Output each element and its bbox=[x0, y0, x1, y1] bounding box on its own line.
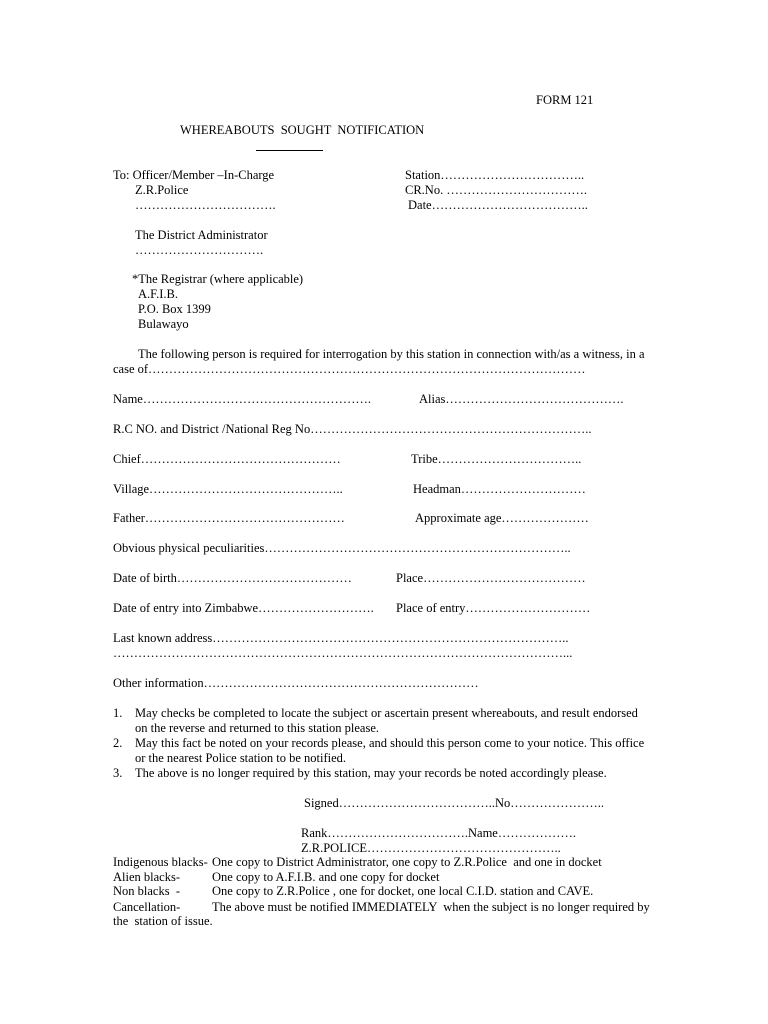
village-field: Village……………………………………….. bbox=[113, 482, 343, 496]
instruction-text-continued: on the reverse and returned to this station please. bbox=[135, 721, 380, 735]
approx-age-field: Approximate age………………… bbox=[415, 511, 589, 525]
distribution-text: The above must be notified IMMEDIATELY when the subject is no longer required by bbox=[212, 900, 650, 914]
district-admin-blank: …………………………. bbox=[135, 243, 264, 257]
registrar-afib: A.F.I.B. bbox=[138, 287, 178, 301]
last-address-field: Last known address………………………………………………………………………….. bbox=[113, 631, 569, 645]
registrar-city: Bulawayo bbox=[138, 317, 189, 331]
title-underline bbox=[256, 150, 323, 151]
station-field: Station…………………………….. bbox=[405, 168, 585, 182]
instruction-number: 3. bbox=[113, 766, 123, 780]
other-info-field: Other information………………………………………………………… bbox=[113, 676, 479, 690]
signed-line: Signed………………………………..No………………….. bbox=[304, 796, 604, 810]
instruction-text-continued: or the nearest Police station to be notified. bbox=[135, 751, 347, 765]
distribution-text: One copy to Z.R.Police , one for docket, one local C.I.D. station and CAVE. bbox=[212, 884, 594, 898]
distribution-label: Cancellation- bbox=[113, 900, 181, 914]
tribe-field: Tribe…………………………….. bbox=[411, 452, 582, 466]
intro-line-2: case of…………………………………………………………………………………………… bbox=[113, 362, 586, 376]
distribution-text: One copy to A.F.I.B. and one copy for docket bbox=[212, 870, 440, 884]
instruction-text: May this fact be noted on your records please, and should this person come to your notice. This office bbox=[135, 736, 645, 750]
zr-police-line: Z.R.POLICE……………………………………….. bbox=[301, 841, 561, 855]
headman-field: Headman………………………… bbox=[413, 482, 586, 496]
crno-field: CR.No. ……………………………. bbox=[405, 183, 587, 197]
distribution-label: Indigenous blacks- bbox=[113, 855, 208, 869]
place-entry-field: Place of entry………………………… bbox=[396, 601, 591, 615]
date-field: Date……………………………….. bbox=[408, 198, 588, 212]
to-officer-line: To: Officer/Member –In-Charge bbox=[113, 168, 275, 182]
district-admin-line: The District Administrator bbox=[135, 228, 268, 242]
last-address-continued: ………………………………………………………………………………………………... bbox=[113, 646, 573, 660]
distribution-text: One copy to District Administrator, one copy to Z.R.Police and one in docket bbox=[212, 855, 602, 869]
rc-no-field: R.C NO. and District /National Reg No………………………………………………………….. bbox=[113, 422, 592, 436]
instruction-text: May checks be completed to locate the subject or ascertain present whereabouts, and result endorsed bbox=[135, 706, 638, 720]
name-field: Name………………………………………………. bbox=[113, 392, 371, 406]
father-field: Father………………………………………… bbox=[113, 511, 345, 525]
form-number: FORM 121 bbox=[536, 93, 594, 107]
place-field: Place………………………………… bbox=[396, 571, 586, 585]
instruction-number: 1. bbox=[113, 706, 123, 720]
date-entry-field: Date of entry into Zimbabwe………………………. bbox=[113, 601, 374, 615]
alias-field: Alias……………………………………. bbox=[419, 392, 624, 406]
distribution-label: Alien blacks- bbox=[113, 870, 180, 884]
instruction-text: The above is no longer required by this station, may your records be noted accordingly please. bbox=[135, 766, 607, 780]
rank-name-line: Rank…………………………….Name………………. bbox=[301, 826, 576, 840]
chief-field: Chief………………………………………… bbox=[113, 452, 341, 466]
peculiarities-field: Obvious physical peculiarities……………………………………………………………….. bbox=[113, 541, 571, 555]
instruction-number: 2. bbox=[113, 736, 123, 750]
intro-line-1: The following person is required for interrogation by this station in connection with/as a witness, in a bbox=[138, 347, 645, 361]
dob-field: Date of birth…………………………………… bbox=[113, 571, 352, 585]
distribution-label: Non blacks - bbox=[113, 884, 180, 898]
to-blank-line: ……………………………. bbox=[135, 198, 276, 212]
to-zrpolice-line: Z.R.Police bbox=[135, 183, 189, 197]
registrar-pobox: P.O. Box 1399 bbox=[138, 302, 211, 316]
registrar-line: *The Registrar (where applicable) bbox=[132, 272, 304, 286]
form-title: WHEREABOUTS SOUGHT NOTIFICATION bbox=[180, 123, 425, 137]
distribution-tail: the station of issue. bbox=[113, 914, 213, 928]
